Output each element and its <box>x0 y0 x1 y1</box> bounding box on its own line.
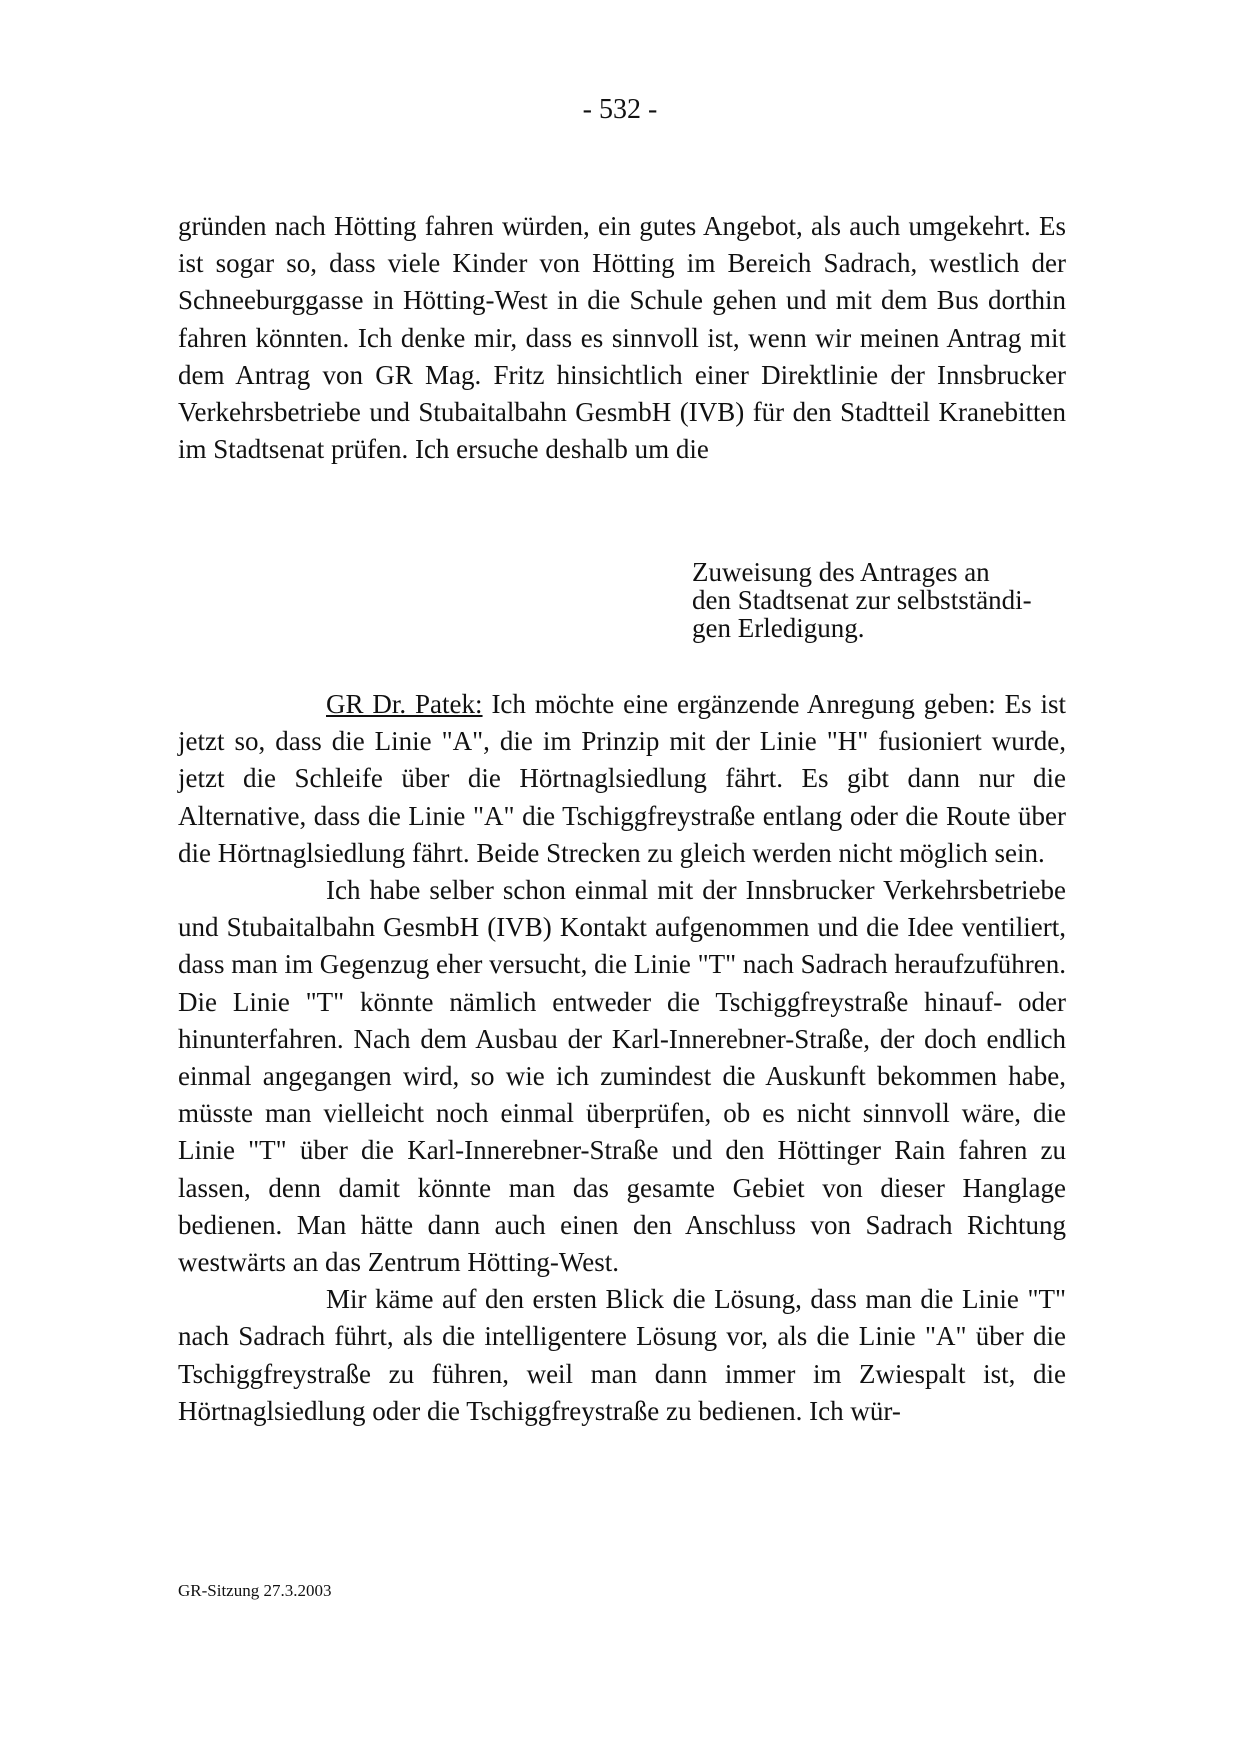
footer-session-date: GR-Sitzung 27.3.2003 <box>178 1581 332 1600</box>
decision-line: den Stadtsenat zur selbstständi- <box>692 585 1032 615</box>
paragraph-1: gründen nach Hötting fahren würden, ein gutes Angebot, als auch umgekehrt. Es ist sogar so, dass viele Kinder von Hötting im Bereich Sadrach, westlich der Schneeburggasse in Hötting-West in die Schule gehen und mit dem Bus dorthin fahren könnten. Ich denke mir, dass es sinnvoll ist, wenn wir meinen Antrag mit dem Antrag von GR Mag. Fritz hinsichtlich einer Direktlinie der Innsbrucker Verkehrsbetriebe und Stubaitalbahn GesmbH (IVB) für den Stadtteil Kranebitten im Stadtsenat prüfen. Ich ersuche deshalb um die <box>178 211 1066 465</box>
speech-section <box>178 686 1066 1430</box>
paragraph-4: Mir käme auf den ersten Blick die Lösung, dass man die Linie "T" nach Sadrach führt, als die intelligentere Lösung vor, als die Linie "A" über die Tschiggfreystraße zu führen, weil man dann immer im Zwiespalt ist, die Hörtnaglsiedlung oder die Tschiggfreystraße zu bedienen. Ich wür- <box>178 1284 1066 1426</box>
body-text <box>178 208 1066 468</box>
paragraph-2 <box>178 686 1066 872</box>
paragraph-2-text: Ich möchte eine ergänzende Anregung geben: Es ist jetzt so, dass die Linie "A", die im Prinzip mit der Linie "H" fusioniert wurde, jetzt die Schleife über die Hörtnaglsiedlung fährt. Es gibt dann nur die Alternative, dass die Linie "A" die Tschiggfreystraße entlang oder die Route über die Hörtnaglsiedlung fährt. Beide Strecken zu gleich werden nicht möglich sein. <box>178 689 1066 868</box>
paragraph-3: Ich habe selber schon einmal mit der Innsbrucker Verkehrsbetriebe und Stubaitalbahn GesmbH (IVB) Kontakt aufgenommen und die Idee ventiliert, dass man im Gegenzug eher versucht, die Linie "T" nach Sadrach heraufzuführen. Die Linie "T" könnte nämlich entweder die Tschiggfreystraße hinauf- oder hinunterfahren. Nach dem Ausbau der Karl-Innerebner-Straße, der doch endlich einmal angegangen wird, so wie ich zumindest die Auskunft bekommen habe, müsste man vielleicht noch einmal überprüfen, ob es nicht sinnvoll wäre, die Linie "T" über die Karl-Innerebner-Straße und den Höttinger Rain fahren zu lassen, denn damit könnte man das gesamte Gebiet von dieser Hanglage bedienen. Man hätte dann auch einen den Anschluss von Sadrach Richtung westwärts an das Zentrum Hötting-West. <box>178 875 1066 1278</box>
decision-block <box>692 558 1072 642</box>
decision-line: Zuweisung des Antrages an <box>692 557 990 587</box>
decision-line: gen Erledigung. <box>692 613 865 643</box>
speaker-name: GR Dr. Patek: <box>326 689 483 719</box>
page-number: - 532 - <box>582 94 658 125</box>
